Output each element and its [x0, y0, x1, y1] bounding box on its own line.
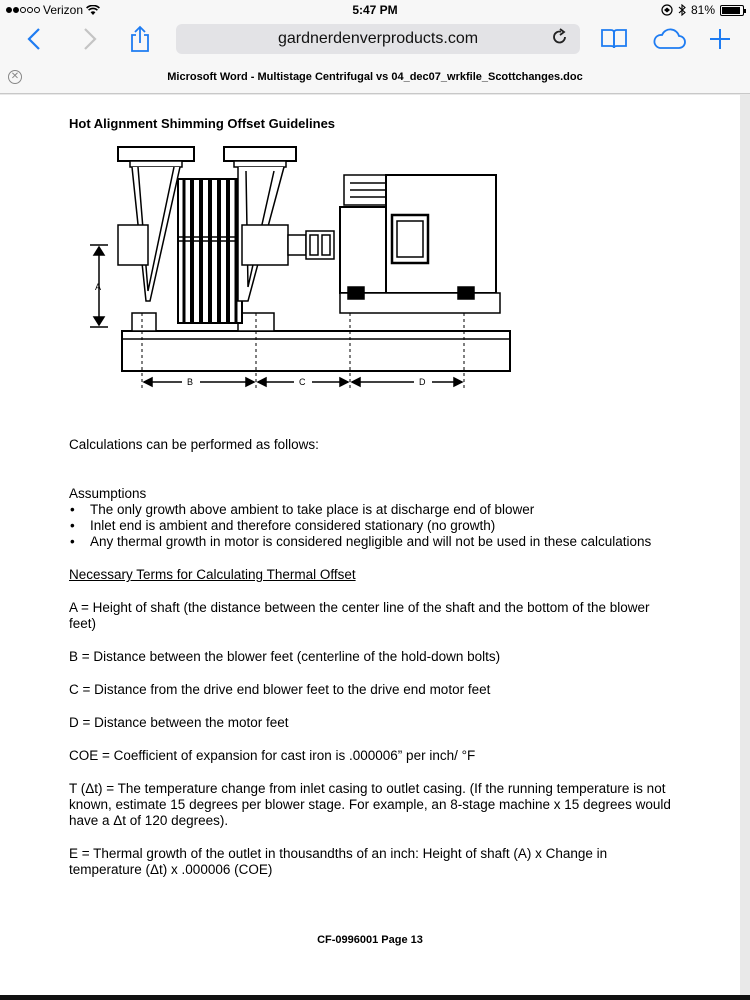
term-a: A = Height of shaft (the distance between the center line of the shaft and the bottom of the blower feet) [69, 600, 650, 631]
term-coe: COE = Coefficient of expansion for cast iron is .000006” per inch/ °F [69, 748, 476, 763]
cloud-icon [651, 28, 687, 50]
term-d: D = Distance between the motor feet [69, 715, 289, 730]
bottom-edge [0, 995, 750, 1000]
address-bar[interactable] [176, 24, 580, 54]
term-c: C = Distance from the drive end blower feet to the drive end motor feet [69, 682, 491, 697]
document-page [0, 95, 740, 995]
list-item: • Any thermal growth in motor is considered negligible and will not be used in these calculations [69, 534, 679, 550]
new-tab-button[interactable] [705, 24, 735, 54]
dimension-label-b: B [187, 377, 194, 387]
reload-icon [552, 28, 568, 46]
document-title-bar [0, 60, 750, 94]
dimension-label-d: D [419, 377, 426, 387]
clock: 5:47 PM [352, 3, 398, 17]
document-body [69, 437, 679, 878]
book-icon [600, 28, 628, 50]
assumptions-list [69, 502, 679, 550]
assumptions-title: Assumptions [69, 486, 147, 501]
battery-icon [720, 5, 744, 16]
dimension-label-c: C [299, 377, 306, 387]
share-icon [129, 25, 151, 53]
terms-title: Necessary Terms for Calculating Thermal Offset [69, 567, 356, 582]
reload-button[interactable] [552, 28, 568, 51]
share-button[interactable] [126, 24, 154, 54]
close-icon: ✕ [10, 71, 20, 82]
plus-icon [708, 27, 732, 51]
page-footer: CF-0996001 Page 13 [317, 934, 423, 946]
term-t: T (Δt) = The temperature change from inlet casing to outlet casing. (If the running temperature is not known, estimate 15 degrees per blower stage. For example, an 8-stage machine x 15 degrees would have a Δt of 120 degrees). [69, 781, 671, 828]
back-button[interactable] [20, 24, 48, 54]
carrier-label: Verizon [43, 3, 84, 17]
term-b: B = Distance between the blower feet (centerline of the hold-down bolts) [69, 649, 501, 664]
calculations-intro: Calculations can be performed as follows: [69, 437, 319, 452]
page-heading: Hot Alignment Shimming Offset Guidelines [69, 116, 336, 131]
forward-button[interactable] [76, 24, 104, 54]
document-title: Microsoft Word - Multistage Centrifugal vs 04_dec07_wrkfile_Scottchanges.doc [167, 71, 583, 83]
status-bar [0, 0, 750, 20]
url-text: gardnerdenverproducts.com [277, 30, 479, 47]
location-lock-icon [661, 4, 673, 16]
blower-motor-diagram [88, 141, 528, 399]
bookmarks-button[interactable] [598, 24, 630, 54]
icloud-tabs-button[interactable] [650, 24, 688, 54]
status-right-group [661, 3, 744, 17]
browser-toolbar [0, 20, 750, 60]
list-item: • Inlet end is ambient and therefore considered stationary (no growth) [69, 518, 679, 534]
term-e: E = Thermal growth of the outlet in thousandths of an inch: Height of shaft (A) x Change in temperature (Δt) x .000006 (COE) [69, 846, 608, 877]
dimension-label-a: A [95, 282, 102, 292]
chevron-left-icon [27, 27, 41, 51]
battery-percent: 81% [690, 3, 715, 17]
bluetooth-icon [678, 4, 686, 16]
chevron-right-icon [83, 27, 97, 51]
list-item: • The only growth above ambient to take place is at discharge end of blower [69, 502, 679, 518]
